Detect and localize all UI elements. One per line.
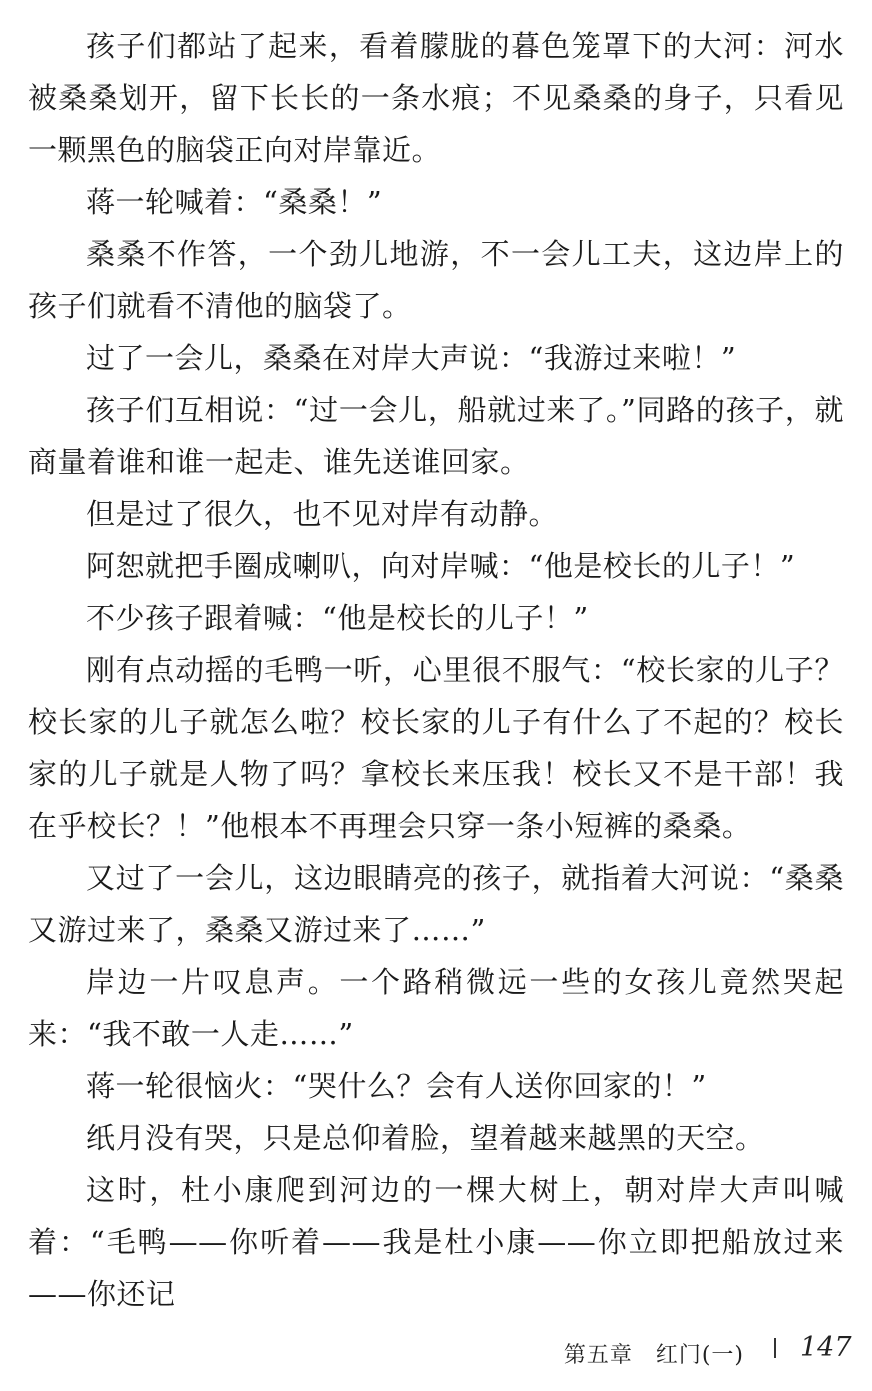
- paragraph: 过了一会儿，桑桑在对岸大声说：“我游过来啦！”: [86, 341, 737, 375]
- chapter-title: 第五章 红门(一): [563, 1343, 744, 1368]
- paragraph: 蒋一轮很恼火：“哭什么？会有人送你回家的！”: [86, 1069, 707, 1103]
- paragraph: 这时，杜小康爬到河边的一棵大树上，朝对岸大声叫喊着：“毛鸭——你听着——我是杜小康——你立即把船放过来——你还记: [28, 1173, 844, 1311]
- paragraph: 纸月没有哭，只是总仰着脸，望着越来越黑的天空。: [86, 1121, 765, 1155]
- page-number: 147: [800, 1332, 852, 1363]
- page-footer: [0, 1330, 872, 1370]
- paragraph: 阿恕就把手圈成喇叭，向对岸喊：“他是校长的儿子！”: [86, 549, 796, 583]
- body-text: [28, 20, 844, 1320]
- paragraph: 不少孩子跟着喊：“他是校长的儿子！”: [86, 601, 589, 635]
- paragraph: 孩子们互相说：“过一会儿，船就过来了。”同路的孩子，就商量着谁和谁一起走、谁先送谁回家。: [28, 393, 844, 479]
- paragraph: 桑桑不作答，一个劲儿地游，不一会儿工夫，这边岸上的孩子们就看不清他的脑袋了。: [28, 237, 844, 323]
- footer-divider: [774, 1338, 776, 1358]
- paragraph: 但是过了很久，也不见对岸有动静。: [86, 497, 559, 531]
- paragraph: 刚有点动摇的毛鸭一听，心里很不服气：“校长家的儿子？校长家的儿子就怎么啦？校长家的儿子有什么了不起的？校长家的儿子就是人物了吗？拿校长来压我！校长又不是干部！我在乎校长？！”他根本不再理会只穿一条小短裤的桑桑。: [28, 653, 844, 843]
- paragraph: 蒋一轮喊着：“桑桑！”: [86, 185, 383, 219]
- paragraph: 孩子们都站了起来，看着朦胧的暮色笼罩下的大河：河水被桑桑划开，留下长长的一条水痕；不见桑桑的身子，只看见一颗黑色的脑袋正向对岸靠近。: [28, 29, 844, 167]
- paragraph: 岸边一片叹息声。一个路稍微远一些的女孩儿竟然哭起来：“我不敢一人走……”: [28, 965, 844, 1051]
- paragraph: 又过了一会儿，这边眼睛亮的孩子，就指着大河说：“桑桑又游过来了，桑桑又游过来了……”: [28, 861, 844, 947]
